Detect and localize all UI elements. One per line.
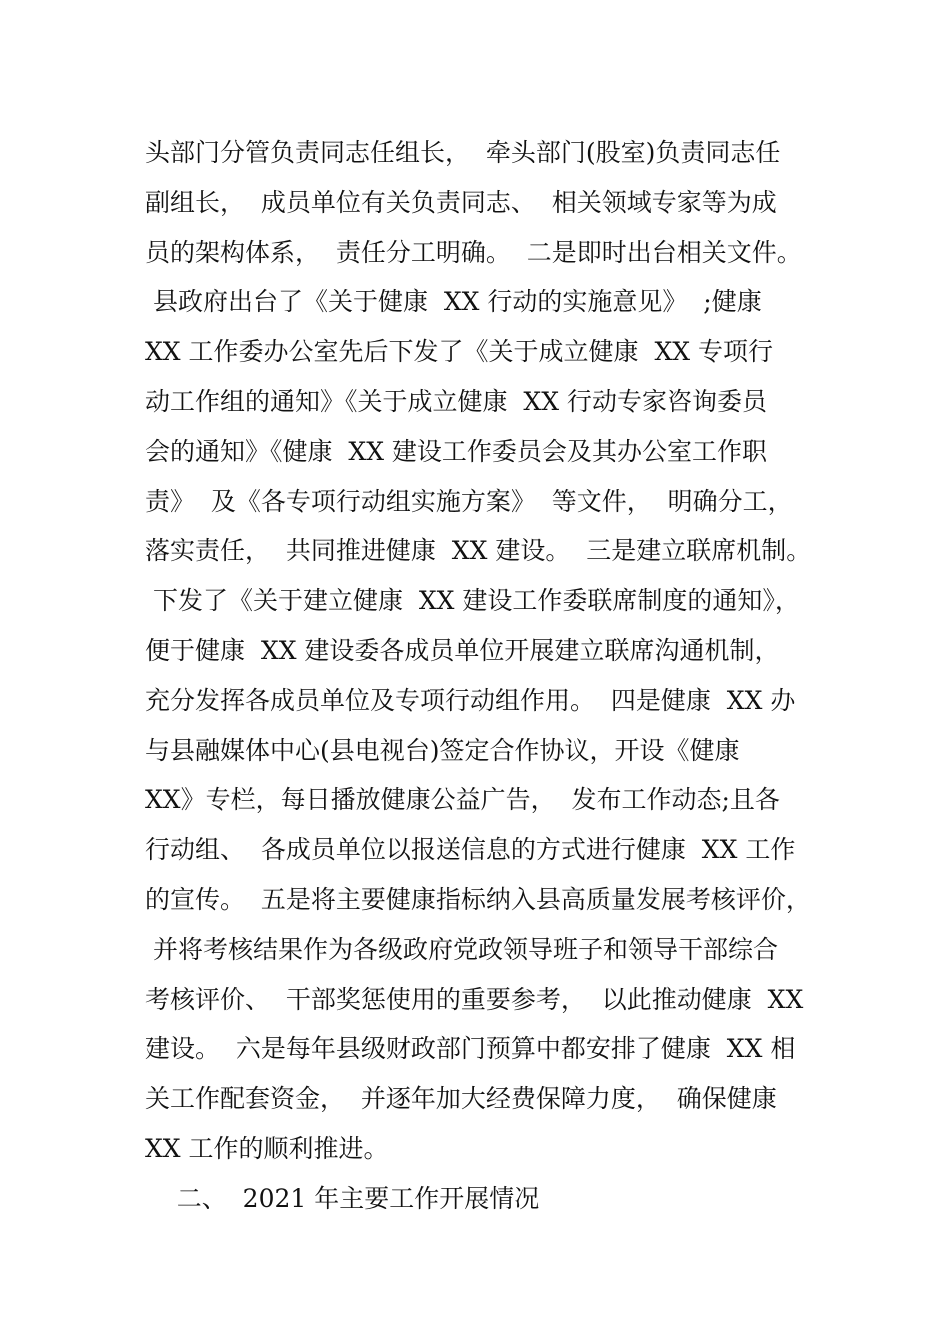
text-line: 副组长， 成员单位有关负责同志、 相关领域专家等为成 — [145, 187, 777, 217]
text-line: 关工作配套资金， 并逐年加大经费保障力度， 确保健康 — [145, 1084, 777, 1114]
text-line: 并将考核结果作为各级政府党政领导班子和领导干部综合 — [145, 934, 778, 964]
body-text — [145, 128, 845, 1224]
text-line: XX 工作委办公室先后下发了《关于成立健康 XX 专项行 — [145, 337, 773, 367]
text-line: 便于健康 XX 建设委各成员单位开展建立联席沟通机制， — [145, 635, 780, 665]
text-line: 与县融媒体中心(县电视台)签定合作协议，开设《健康 — [145, 735, 740, 765]
text-line: XX 工作的顺利推进。 — [145, 1133, 389, 1163]
text-line: 头部门分管负责同志任组长， 牵头部门(股室)负责同志任 — [145, 138, 781, 167]
text-line: 行动组、 各成员单位以报送信息的方式进行健康 XX 工作 — [145, 835, 796, 865]
text-line: 动工作组的通知》《关于成立健康 XX 行动专家咨询委员 — [145, 386, 767, 416]
text-line: 考核评价、 干部奖惩使用的重要参考， 以此推动健康 XX — [145, 984, 804, 1014]
section-heading: 二、 2021 年主要工作开展情况 — [145, 1183, 540, 1213]
text-line: 县政府出台了《关于健康 XX 行动的实施意见》 ;健康 — [145, 287, 762, 317]
text-line: 落实责任， 共同推进健康 XX 建设。 三是建立联席机制。 — [145, 536, 812, 566]
text-line: 责》 及《各专项行动组实施方案》 等文件， 明确分工， — [145, 486, 793, 516]
text-line: XX》专栏，每日播放健康公益广告， 发布工作动态;且各 — [145, 785, 780, 815]
text-line: 会的通知》《健康 XX 建设工作委员会及其办公室工作职 — [145, 436, 767, 466]
text-line: 建设。 六是每年县级财政部门预算中都安排了健康 XX 相 — [145, 1034, 796, 1064]
text-line: 的宣传。 五是将主要健康指标纳入县高质量发展考核评价， — [145, 884, 811, 914]
text-line: 下发了《关于建立健康 XX 建设工作委联席制度的通知》， — [145, 586, 800, 616]
text-line: 员的架构体系， 责任分工明确。 二是即时出台相关文件。 — [145, 237, 802, 267]
text-line: 充分发挥各成员单位及专项行动组作用。 四是健康 XX 办 — [145, 685, 796, 715]
